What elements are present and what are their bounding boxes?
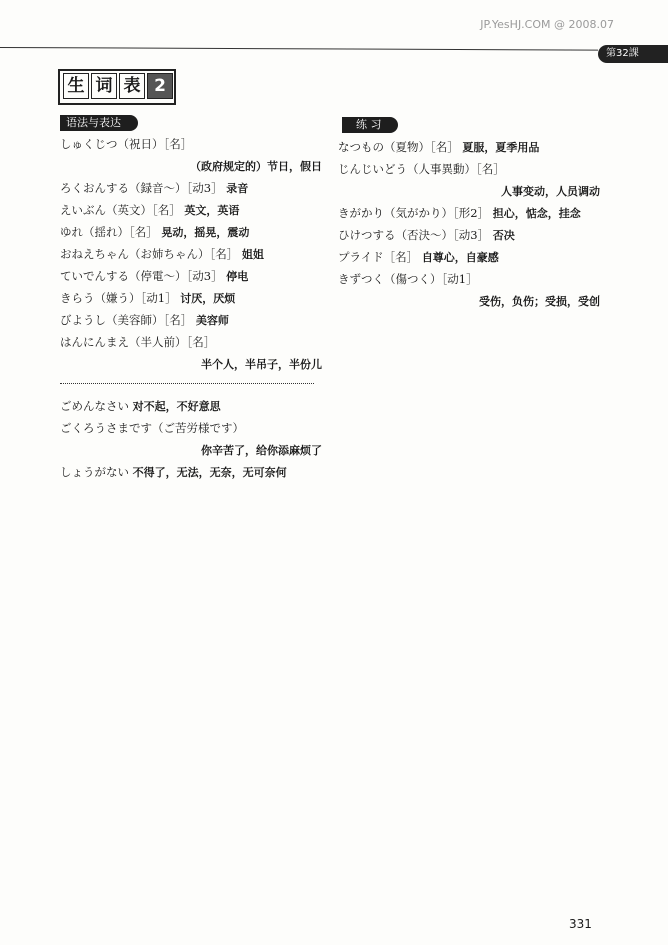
meaning: 讨厌，厌烦 xyxy=(180,292,236,305)
expression-entry xyxy=(60,440,322,462)
meaning: 自尊心，自豪感 xyxy=(421,251,499,264)
term: おねえちゃん（お姉ちゃん）［名］ xyxy=(60,247,239,261)
vocab-entry xyxy=(60,354,322,376)
meaning: 半个人，半吊子，半份儿 xyxy=(201,358,322,371)
term: プライド［名］ xyxy=(338,250,419,264)
meaning: 夏服，夏季用品 xyxy=(462,141,540,154)
meaning: 不得了，无法，无奈，无可奈何 xyxy=(132,466,287,479)
meaning: 否决 xyxy=(492,229,515,242)
meaning: 美容师 xyxy=(195,314,229,327)
vocab-entry xyxy=(60,244,322,266)
vocab-entry xyxy=(60,134,322,156)
expression-entries xyxy=(60,396,322,484)
left-entries xyxy=(60,134,322,376)
vocab-entry xyxy=(338,181,600,203)
term: はんにんまえ（半人前）［名］ xyxy=(60,335,216,349)
term: ごめんなさい xyxy=(60,399,129,413)
term: きがかり（気がかり）［形2］ xyxy=(338,206,490,220)
title-char: 词 xyxy=(91,73,117,99)
title-number: 2 xyxy=(147,73,173,99)
meaning: 对不起，不好意思 xyxy=(132,400,221,413)
expression-entry xyxy=(60,418,322,440)
meaning: 受伤，负伤；受损，受创 xyxy=(479,295,600,308)
meaning: 人事变动，人员调动 xyxy=(501,185,600,198)
expression-entry xyxy=(60,396,322,418)
vocab-entry xyxy=(338,203,600,225)
vocab-entry xyxy=(60,332,322,354)
dotted-divider xyxy=(60,383,314,384)
meaning: 姐姐 xyxy=(241,248,264,261)
header-rule xyxy=(0,47,598,51)
vocab-entry xyxy=(60,288,322,310)
title-char: 表 xyxy=(119,73,145,99)
vocab-entry xyxy=(60,200,322,222)
vocab-entry xyxy=(60,266,322,288)
vocab-entry xyxy=(338,247,600,269)
meaning: 停电 xyxy=(226,270,249,283)
term: ろくおんする（録音～）［动3］ xyxy=(60,181,223,195)
term: ゆれ（揺れ）［名］ xyxy=(60,225,158,239)
term: しょうがない xyxy=(60,465,129,479)
term: きらう（嫌う）［动1］ xyxy=(60,291,177,305)
vocab-entry xyxy=(338,269,600,291)
meaning: 英文，英语 xyxy=(184,204,240,217)
vocab-entry xyxy=(338,291,600,313)
meaning: 你辛苦了，给你添麻烦了 xyxy=(201,444,322,457)
term: びようし（美容師）［名］ xyxy=(60,313,193,327)
vocab-entry xyxy=(60,178,322,200)
expression-entry xyxy=(60,462,322,484)
term: しゅくじつ（祝日）［名］ xyxy=(60,137,193,151)
term: えいぶん（英文）［名］ xyxy=(60,203,181,217)
term: じんじいどう（人事異動）［名］ xyxy=(338,162,505,176)
vocab-entry xyxy=(60,156,322,178)
meaning: 担心，惦念，挂念 xyxy=(492,207,581,220)
meaning: （政府规定的）节日，假日 xyxy=(190,160,322,173)
vocab-entry xyxy=(60,310,322,332)
vocab-entry xyxy=(338,225,600,247)
meaning: 录音 xyxy=(226,182,249,195)
term: ひけつする（否決～）［动3］ xyxy=(338,228,490,242)
right-entries xyxy=(338,137,600,313)
meaning: 晃动，摇晃，震动 xyxy=(161,226,250,239)
title-char: 生 xyxy=(63,73,89,99)
vocab-entry xyxy=(338,137,600,159)
page-title xyxy=(63,73,175,99)
section-label-grammar: 语法与表达 xyxy=(60,115,138,131)
term: なつもの（夏物）［名］ xyxy=(338,140,459,154)
term: きずつく（傷つく）［动1］ xyxy=(338,272,478,286)
section-label-practice: 练 习 xyxy=(342,117,398,133)
term: ていでんする（停電～）［动3］ xyxy=(60,269,223,283)
lesson-tab: 第32課 xyxy=(598,45,668,63)
page-number: 331 xyxy=(569,917,592,931)
term: ごくろうさまです（ご苦労様です） xyxy=(60,421,244,435)
watermark: JP.YesHJ.COM @ 2008.07 xyxy=(480,18,614,31)
vocab-entry xyxy=(60,222,322,244)
vocab-entry xyxy=(338,159,600,181)
